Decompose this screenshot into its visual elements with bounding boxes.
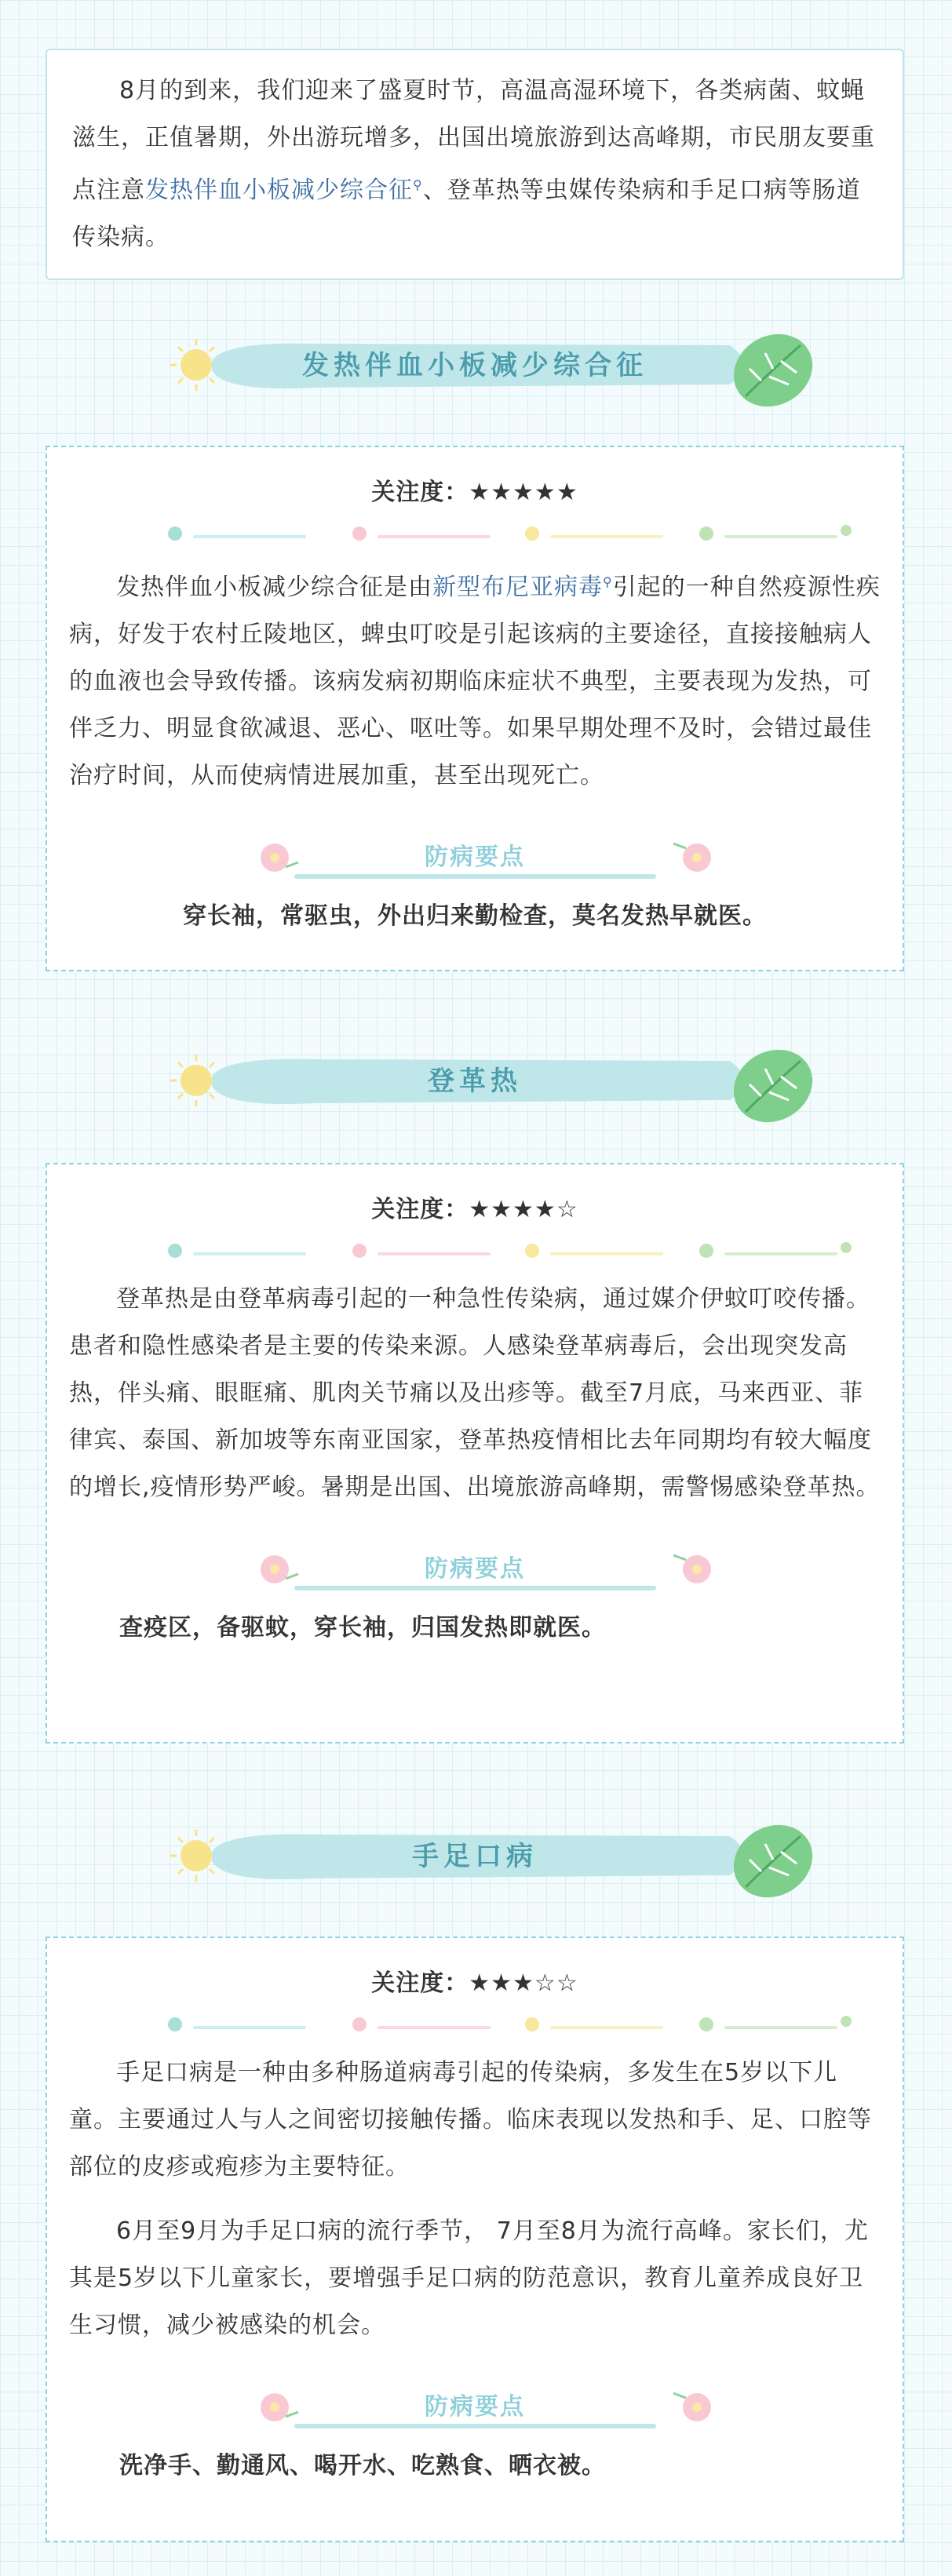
intro-paragraph: [72, 67, 877, 261]
tips-title: 防病要点: [425, 843, 525, 871]
attention-rating: 关注度：★★★☆☆: [371, 1969, 578, 1997]
tips-title: 防病要点: [425, 2393, 525, 2421]
intro-text-before: 8月的到来，我们迎来了盛夏时节，高温高湿环境下，各类病菌、蚊蝇滋生，正值暑期，外出游玩增多，出国出境旅游到达高峰期，市民朋友要重点注意: [72, 77, 875, 204]
section-card-1: [46, 446, 904, 971]
tips-text: 穿长袖，常驱虫，外出归来勤检查，莫名发热早就医。: [183, 902, 767, 930]
tips-title: 防病要点: [425, 1555, 525, 1583]
tips-header: [69, 2381, 881, 2436]
section-banner-1: [0, 322, 952, 416]
tips-text: 查疫区，备驱蚊，穿长袖，归国发热即就医。: [119, 1614, 606, 1641]
section-card-2: [46, 1163, 904, 1743]
attention-rating: 关注度：★★★★★: [371, 479, 578, 506]
section-banner-3: [0, 1813, 952, 1907]
body-paragraph: 发热伴血小板减少综合征是由新型布尼亚病毒⚲引起的一种自然疫源性疾病，好发于农村丘陵地区，蜱虫叮咬是引起该病的主要途径，直接接触病人的血液也会导致传播。该病发病初期临床症状不典型，主要表现为发热，可伴乏力、明显食欲减退、恶心、呕吐等。如果早期处理不及时，会错过最佳治疗时间，从而使病情进展加重，甚至出现死亡。: [69, 574, 881, 789]
tips-header: [69, 1543, 881, 1598]
attention-rating: 关注度：★★★★☆: [371, 1196, 578, 1223]
section-title: 登革热: [428, 1066, 522, 1097]
search-icon: ⚲: [413, 177, 423, 192]
leaf-icon: [720, 1813, 826, 1907]
section-title: 手足口病: [412, 1841, 538, 1872]
body-paragraph: 6月至9月为手足口病的流行季节， 7月至8月为流行高峰。家长们，尤其是5岁以下儿童家长，要增强手足口病的防范意识，教育儿童养成良好卫生习惯，减少被感染的机会。: [69, 2217, 869, 2339]
tips-text: 洗净手、勤通风、喝开水、吃熟食、晒衣被。: [119, 2452, 606, 2479]
body-paragraph: 手足口病是一种由多种肠道病毒引起的传染病，多发生在5岁以下儿童。主要通过人与人之间密切接触传播。临床表现以发热和手、足、口腔等部位的皮疹或疱疹为主要特征。: [69, 2059, 872, 2181]
body-paragraph: 登革热是由登革病毒引起的一种急性传染病，通过媒介伊蚊叮咬传播。患者和隐性感染者是主要的传染来源。人感染登革病毒后，会出现突发高热，伴头痛、眼眶痛、肌肉关节痛以及出疹等。截至7月底，马来西亚、菲律宾、泰国、新加坡等东南亚国家，登革热疫情相比去年同期均有较大幅度的增长,疫情形势严峻。暑期是出国、出境旅游高峰期，需警惕感染登革热。: [69, 1285, 881, 1501]
decorative-divider: [69, 519, 881, 551]
intro-card: [46, 49, 904, 280]
virus-link[interactable]: 新型布尼亚病毒⚲: [432, 574, 613, 601]
leaf-icon: [720, 322, 826, 416]
tips-header: [69, 831, 881, 886]
section-title: 发热伴血小板减少综合征: [302, 350, 647, 381]
section-banner-2: [0, 1037, 952, 1131]
intro-text-after: 、登革热等虫媒传染病和手足口病等肠道传染病。: [72, 177, 861, 251]
section-card-3: [46, 1937, 904, 2542]
decorative-divider: [69, 1237, 881, 1268]
intro-link[interactable]: 发热伴血小板减少综合征⚲: [145, 177, 423, 204]
decorative-divider: [69, 2010, 881, 2042]
leaf-icon: [720, 1037, 826, 1131]
search-icon: ⚲: [603, 574, 613, 589]
